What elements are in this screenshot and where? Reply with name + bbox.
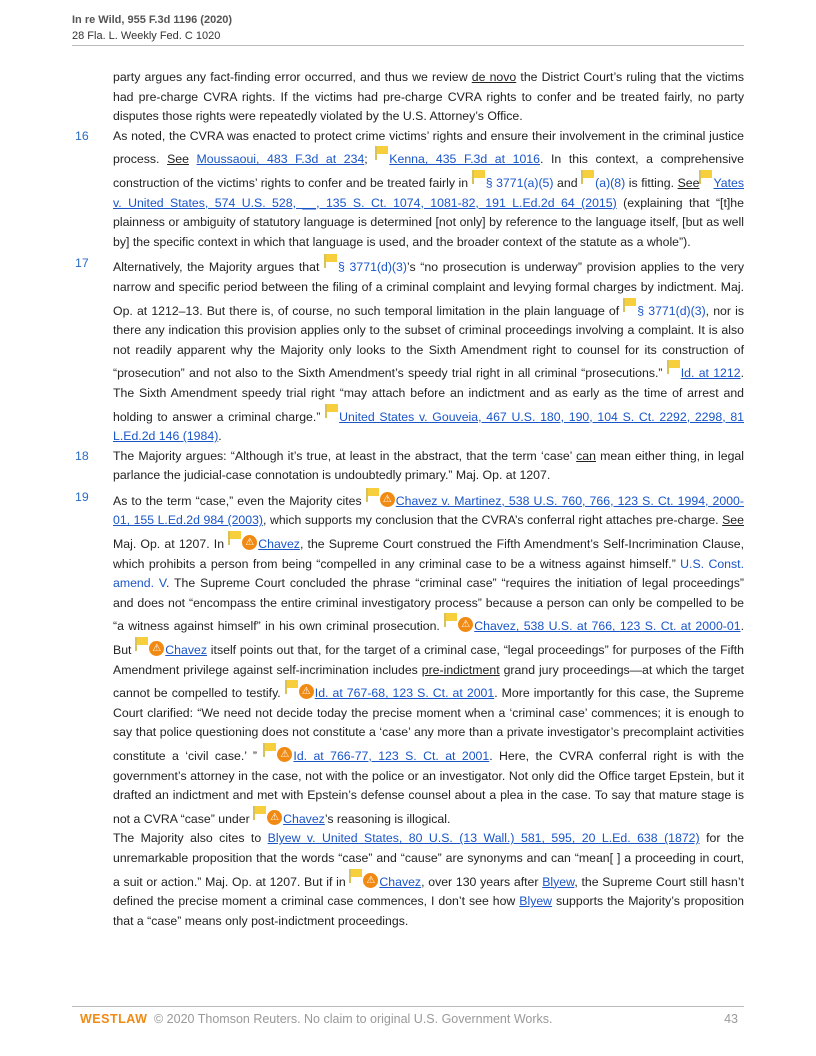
citation-yates[interactable]: Yates v. United States, 574 U.S. 528, __, 135 S. Ct. 1074, 1081-82, 191 L.Ed.2d 64 (2015): [113, 175, 744, 210]
citation-chavez-fourth[interactable]: Chavez: [379, 874, 422, 889]
pre-indictment-text: pre-indictment: [421, 662, 500, 677]
orange-warning-icon[interactable]: ⚠: [267, 810, 282, 825]
document-subtitle: 28 Fla. L. Weekly Fed. C 1020: [72, 30, 221, 42]
document-title: In re Wild, 955 F.3d 1196 (2020): [72, 14, 233, 26]
page-number: 43: [724, 1012, 738, 1026]
yellow-flag-icon[interactable]: [581, 170, 594, 183]
citation-id-767[interactable]: Id. at 767-68, 123 S. Ct. at 2001: [314, 686, 495, 701]
citation-id-766[interactable]: Id. at 766-77, 123 S. Ct. at 2001: [293, 749, 490, 763]
yellow-flag-icon[interactable]: [375, 146, 388, 159]
orange-warning-icon[interactable]: ⚠: [149, 641, 164, 656]
citation-blyew[interactable]: Blyew v. United States, 80 U.S. (13 Wall.) 581, 595, 20 L.Ed. 638 (1872): [267, 831, 700, 846]
copyright-notice: © 2020 Thomson Reuters. No claim to original U.S. Government Works.: [154, 1012, 553, 1026]
yellow-flag-icon[interactable]: [349, 869, 362, 882]
orange-warning-icon[interactable]: ⚠: [299, 684, 314, 699]
yellow-flag-icon[interactable]: [253, 806, 266, 819]
citation-id-1212[interactable]: Id. at 1212: [680, 366, 741, 381]
citation-moussaoui[interactable]: Moussaoui, 483 F.3d at 234: [196, 152, 365, 167]
citation-3771-a5[interactable]: § 3771(a)(5): [485, 175, 554, 190]
yellow-flag-icon[interactable]: [472, 170, 485, 183]
orange-warning-icon[interactable]: ⚠: [458, 617, 473, 632]
yellow-flag-icon[interactable]: [263, 743, 276, 756]
can-text: can: [576, 448, 596, 463]
yellow-flag-icon[interactable]: [623, 298, 636, 311]
footnote-18: 18 The Majority argues: “Although it’s true, at least in the abstract, that the term ‘case’ can mean either thing, in legal parlance the judicial-case connotation is undoubtedly primary.” Maj. Op. at 1207.: [75, 448, 744, 483]
footnote-17: 17 Alternatively, the Majority argues that § 3771(d)(3)’s “no prosecution is underway” provision applies to the very narrow and specific period between the filing of a criminal complaint and levying formal charges by indictment. Maj. Op. at 1212–13. But there is, of course, no such temporal limitation in the plain language of § 3771(d)(3), nor is there any indication this provision applies only to the subset of criminal proceedings involving a complaint. It is also not readily apparent why the Majority only looks to the Sixth Amendment right to counsel for its construction of “prosecution” and not also to the Sixth Amendment’s speedy trial right in all criminal “prosecutions.” Id. at 1212. The Sixth Amendment speedy trial right “may attach before an indictment and as early as the time of arrest and holding to answer a criminal charge.” United States v. Gouveia, 467 U.S. 180, 190, 104 S. Ct. 2292, 2298, 81 L.Ed.2d 146 (1984).: [75, 256, 744, 444]
yellow-flag-icon[interactable]: [667, 360, 680, 373]
orange-warning-icon[interactable]: ⚠: [380, 492, 395, 507]
citation-chavez-v-martinez[interactable]: Chavez v. Martinez, 538 U.S. 760, 766, 123 S. Ct. 1994, 2000-01, 155 L.Ed.2d 984 (2003): [113, 493, 744, 528]
citation-blyew-short-second[interactable]: Blyew: [519, 894, 553, 909]
de-novo-text: de novo: [471, 70, 517, 84]
citation-chavez-766[interactable]: Chavez, 538 U.S. at 766, 123 S. Ct. at 2000-01: [474, 619, 741, 634]
citation-chavez-third[interactable]: Chavez: [283, 811, 325, 826]
footnote-number-19[interactable]: 19: [75, 489, 89, 504]
westlaw-logo: WESTLAW: [80, 1012, 148, 1026]
footnote-number-17[interactable]: 17: [75, 256, 89, 271]
orange-warning-icon[interactable]: ⚠: [242, 535, 257, 550]
yellow-flag-icon[interactable]: [324, 254, 337, 267]
footnote-number-16[interactable]: 16: [75, 128, 89, 143]
citation-3771-d3-second[interactable]: § 3771(d)(3): [637, 303, 706, 318]
citation-chavez[interactable]: Chavez: [258, 537, 300, 552]
citation-blyew-short[interactable]: Blyew: [542, 874, 575, 889]
document-body: [72, 68, 744, 931]
header-divider: [72, 45, 744, 46]
citation-3771-a8[interactable]: (a)(8): [595, 175, 626, 190]
citation-const-amend-v[interactable]: U.S. Const. amend. V: [113, 556, 745, 591]
citation-chavez-second[interactable]: Chavez: [165, 643, 207, 658]
yellow-flag-icon[interactable]: [228, 531, 241, 544]
citation-gouveia[interactable]: United States v. Gouveia, 467 U.S. 180, 190, 104 S. Ct. 2292, 2298, 81 L.Ed.2d 146 (1984): [113, 409, 744, 444]
yellow-flag-icon[interactable]: [444, 613, 457, 626]
yellow-flag-icon[interactable]: [699, 170, 712, 183]
yellow-flag-icon[interactable]: [285, 680, 298, 693]
citation-3771-d3[interactable]: § 3771(d)(3): [338, 260, 407, 275]
footnote-19: 19 As to the term “case,” even the Majority cites ⚠ Chavez v. Martinez, 538 U.S. 760, 766, 123 S. Ct. 1994, 2000-01, 155 L.Ed.2d 984 (2003), which supports my conclusion that the CVRA’s conferral right attaches pre-charge. See Maj. Op. at 1207. In ⚠ Chavez, the Supreme Court construed the Fifth Amendment’s Self-Incrimination Clause, which prohibits a person from being “compelled in any criminal case to be a witness against himself.” U.S. Const. amend. V. The Supreme Court concluded the phrase “criminal case” “requires the initiation of legal proceedings” and does not “encompass the entire criminal investigatory process” because a person can only be compelled to be “a witness against himself” in his own criminal prosecution. ⚠ Chavez, 538 U.S. at 766, 123 S. Ct. at 2000-01. But ⚠ Chavez itself points out that, for the target of a criminal case, “legal proceedings” for purposes of the Fifth Amendment privilege against self-incrimination includes pre-indictment grand jury proceedings—at which the target cannot be compelled to testify. ⚠ Id. at 767-68, 123 S. Ct. at 2001. More importantly for this case, the Supreme Court clarified: “We need not decide today the precise moment when a ‘criminal case’ commences; it is enough to say that police questioning does not constitute a ‘case’ any more than a private investigator’s precomplaint activities constitute a ‘civil case.’ ” ⚠ Id. at 766-77, 123 S. Ct. at 2001. Here, the CVRA conferral right is with the government’s attorney in the case, not with the police or an investigator. Not only did the Office target Epstein, but it drafted an indictment and met with Epstein’s defense counsel about a plea in the case. To say that mature stage is not a CVRA “case” under ⚠ Chavez’s reasoning is illogical.: [75, 489, 745, 826]
blyew-paragraph: The Majority also cites to Blyew v. United States, 80 U.S. (13 Wall.) 581, 595, 20 L.Ed. 638 (1872) for the unremarkable proposition that the words “case” and “cause” are synonyms and can “mean[ ] a proceeding in court, a suit or action.” Maj. Op. at 1207. But if in ⚠ Chavez, over 130 years after Blyew, the Supreme Court still hasn’t defined the precise moment a criminal case commences, I don’t see how Blyew supports the Majority’s proposition that a “case” means only post-indictment proceedings.: [113, 831, 744, 928]
continued-paragraph: party argues any fact-finding error occurred, and thus we review de novo the District Court’s ruling that the victims had pre-charge CVRA rights. If the victims had pre-charge CVRA rights to confer and be treated fairly, no party disputes those rights were repeatedly violated by the U.S. Attorney’s Office.: [113, 70, 744, 124]
yellow-flag-icon[interactable]: [325, 404, 338, 417]
orange-warning-icon[interactable]: ⚠: [277, 747, 292, 762]
yellow-flag-icon[interactable]: [366, 488, 379, 501]
yellow-flag-icon[interactable]: [135, 637, 148, 650]
citation-kenna[interactable]: Kenna, 435 F.3d at 1016: [389, 152, 540, 167]
orange-warning-icon[interactable]: ⚠: [363, 873, 378, 888]
footer-divider: [72, 1006, 744, 1007]
footnote-number-18[interactable]: 18: [75, 448, 89, 463]
footnote-16: 16 As noted, the CVRA was enacted to protect crime victims’ rights and ensure their involvement in the criminal justice process. See Moussaoui, 483 F.3d at 234; Kenna, 435 F.3d at 1016. In this context, a comprehensive construction of the victims’ rights to confer and be treated fairly in § 3771(a)(5) and (a)(8) is fitting. See Yates v. United States, 574 U.S. 528, __, 135 S. Ct. 1074, 1081-82, 191 L.Ed.2d 64 (2015) (explaining that “[t]he plainness or ambiguity of statutory language is determined [not only] by reference to the language itself, [but as well by] the specific context in which that language is used, and the broader context of the statute as a whole”).: [75, 128, 744, 249]
